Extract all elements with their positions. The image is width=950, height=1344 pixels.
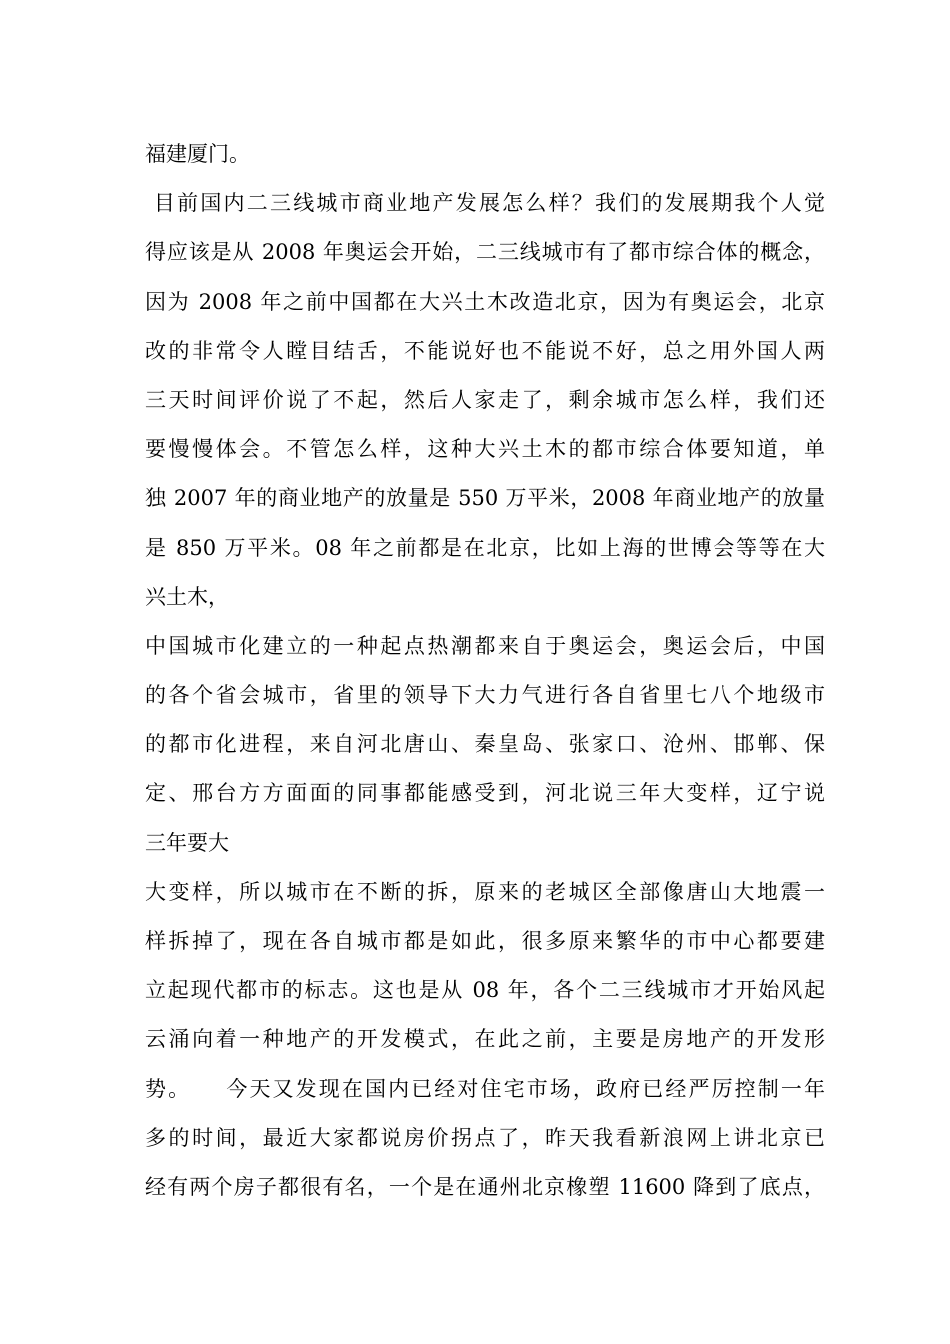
text-line: 是 850 万平米。08 年之前都是在北京，比如上海的世博会等等在大 (145, 535, 825, 560)
text-line: 定、邢台方方面面的同事都能感受到，河北说三年大变样，辽宁说 (145, 781, 825, 806)
text-line: 改的非常令人瞠目结舌，不能说好也不能说不好，总之用外国人两 (145, 338, 825, 363)
text-line: 三年要大 (145, 830, 229, 855)
text-line: 的各个省会城市，省里的领导下大力气进行各自省里七八个地级市 (145, 683, 825, 708)
text-line: 中国城市化建立的一种起点热潮都来自于奥运会，奥运会后，中国 (145, 633, 825, 658)
text-line: 的都市化进程，来自河北唐山、秦皇岛、张家口、沧州、邯郸、保 (145, 732, 825, 757)
text-line: 大变样，所以城市在不断的拆，原来的老城区全部像唐山大地震一 (145, 879, 825, 904)
text-line: 经有两个房子都很有名，一个是在通州北京橡塑 11600 降到了底点， (145, 1174, 825, 1199)
text-line: 兴土木， (145, 584, 229, 609)
text-line: 立起现代都市的标志。这也是从 08 年，各个二三线城市才开始风起 (145, 978, 825, 1003)
document-body-text (145, 130, 825, 1212)
text-line: 云涌向着一种地产的开发模式，在此之前，主要是房地产的开发形 (145, 1027, 825, 1052)
text-line: 独 2007 年的商业地产的放量是 550 万平米，2008 年商业地产的放量 (145, 486, 825, 511)
text-line: 得应该是从 2008 年奥运会开始，二三线城市有了都市综合体的概念， (145, 240, 825, 265)
text-line: 势。 今天又发现在国内已经对住宅市场，政府已经严厉控制一年 (145, 1076, 825, 1101)
text-line: 因为 2008 年之前中国都在大兴土木改造北京，因为有奥运会，北京 (145, 289, 825, 314)
text-line: 福建厦门。 (145, 142, 250, 166)
text-line: 目前国内二三线城市商业地产发展怎么样？我们的发展期我个人觉 (145, 191, 825, 216)
text-line: 多的时间，最近大家都说房价拐点了，昨天我看新浪网上讲北京已 (145, 1125, 825, 1150)
text-line: 要慢慢体会。不管怎么样，这种大兴土木的都市综合体要知道，单 (145, 437, 825, 462)
text-line: 样拆掉了，现在各自城市都是如此，很多原来繁华的市中心都要建 (145, 929, 825, 953)
text-line: 三天时间评价说了不起，然后人家走了，剩余城市怎么样，我们还 (145, 387, 825, 412)
